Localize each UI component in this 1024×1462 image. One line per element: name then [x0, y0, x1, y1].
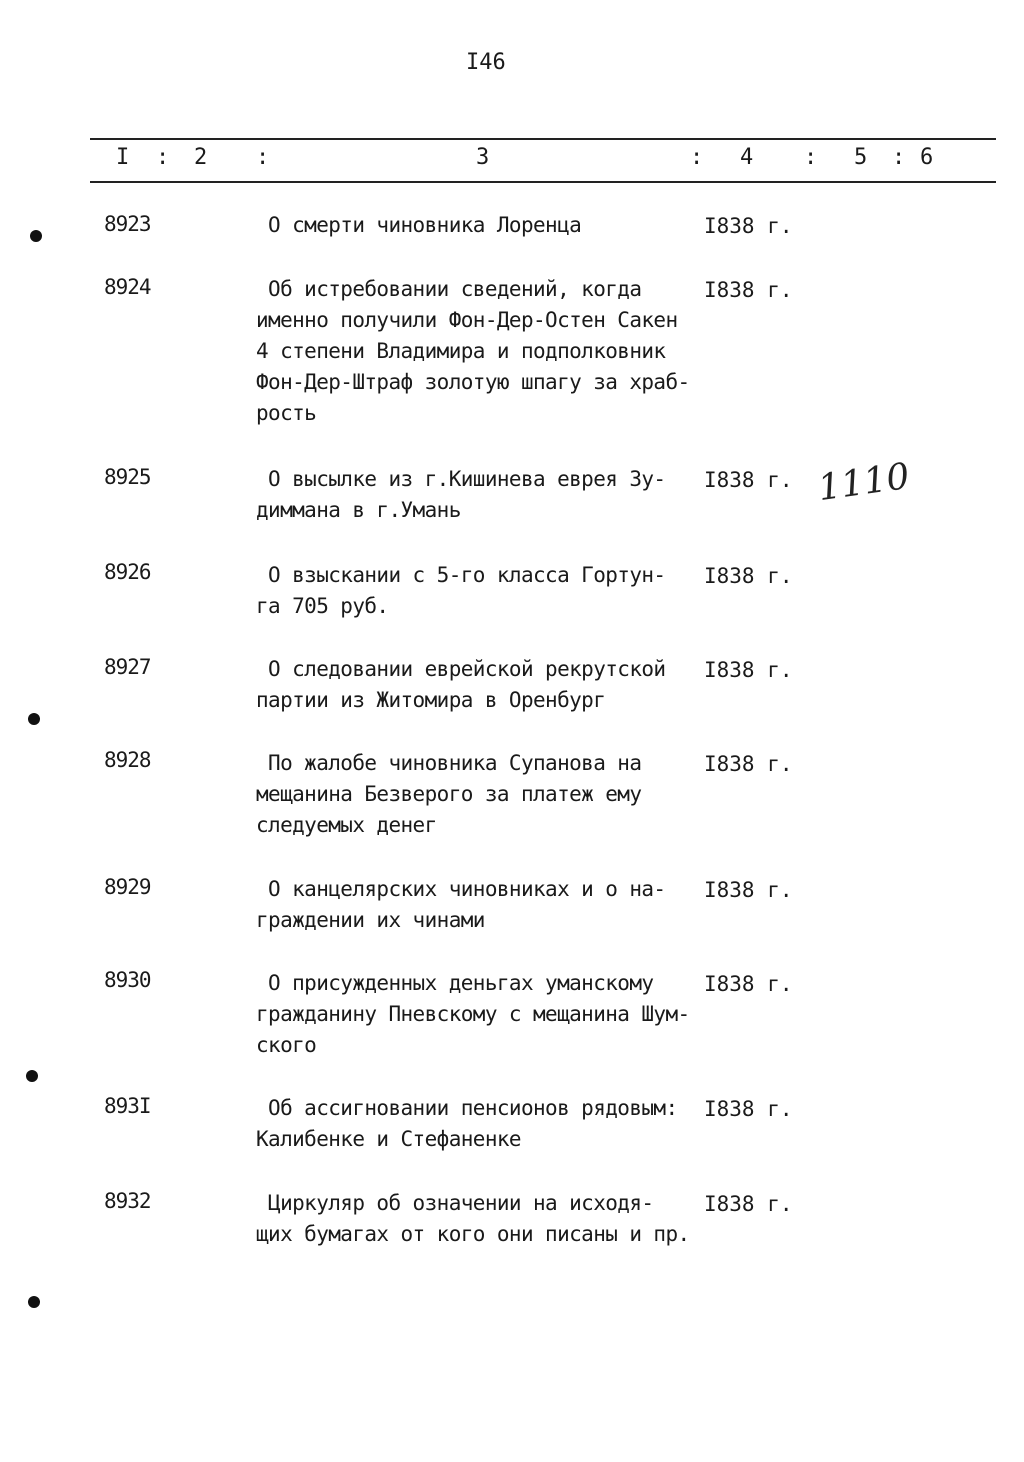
column-header-3: 3: [476, 145, 490, 170]
entry-description: О следовании еврейской рекрутской партии из Житомира в Оренбург: [256, 657, 666, 712]
entry-description: Циркуляр об означении на исходя- щих бумагах от кого они писаны и пр.: [256, 1191, 690, 1246]
column-header-1: I: [116, 145, 130, 170]
binder-hole: [28, 713, 40, 725]
entry-description: О взыскании с 5-го класса Гортун- га 705 руб.: [256, 563, 666, 618]
header-bottom-rule: [90, 181, 996, 183]
entry-description: О высылке из г.Кишинева еврея Зу- диммана в г.Умань: [256, 467, 666, 522]
handwritten-note: 1110: [815, 455, 913, 510]
column-header-4: 4: [740, 145, 754, 170]
entry-description: О канцелярских чиновниках и о на- граждении их чинами: [256, 877, 666, 932]
entry-description: О присужденных деньгах уманскому гражданину Пневскому с мещанина Шум- ского: [256, 971, 690, 1057]
column-separator: :: [804, 145, 818, 170]
entry-year: I838 г.: [704, 972, 793, 996]
entry-number: 8928: [104, 748, 151, 772]
entry-year: I838 г.: [704, 878, 793, 902]
entry-year: I838 г.: [704, 468, 793, 492]
entry-number: 8929: [104, 875, 151, 899]
column-header-6: 6: [920, 145, 934, 170]
entry-number: 8930: [104, 968, 151, 992]
entry-number: 8925: [104, 465, 151, 489]
entry-year: I838 г.: [704, 278, 793, 302]
binder-hole: [30, 230, 42, 242]
entry-year: I838 г.: [704, 658, 793, 682]
column-separator: :: [256, 145, 270, 170]
binder-hole: [26, 1070, 38, 1082]
entry-number: 893I: [104, 1094, 151, 1118]
entry-description: О смерти чиновника Лоренца: [256, 213, 582, 237]
entry-description: Об истребовании сведений, когда именно получили Фон-Дер-Остен Сакен 4 степени Владимира и подполковник Фон-Дер-Штраф золотую шпагу за храб- рость: [256, 277, 690, 425]
column-header-5: 5: [854, 145, 868, 170]
entry-year: I838 г.: [704, 752, 793, 776]
entry-number: 8924: [104, 275, 151, 299]
entry-description: Об ассигновании пенсионов рядовым: Калибенке и Стефаненке: [256, 1096, 678, 1151]
entry-number: 8932: [104, 1189, 151, 1213]
column-header-2: 2: [194, 145, 208, 170]
entry-description: По жалобе чиновника Супанова на мещанина Безверого за платеж ему следуемых денег: [256, 751, 642, 837]
entry-year: I838 г.: [704, 1192, 793, 1216]
column-separator: :: [156, 145, 170, 170]
column-separator: :: [892, 145, 906, 170]
entry-number: 8926: [104, 560, 151, 584]
entry-number: 8923: [104, 212, 151, 236]
entry-year: I838 г.: [704, 214, 793, 238]
entry-year: I838 г.: [704, 1097, 793, 1121]
column-separator: :: [690, 145, 704, 170]
entry-number: 8927: [104, 655, 151, 679]
entry-year: I838 г.: [704, 564, 793, 588]
binder-hole: [28, 1296, 40, 1308]
page-number: I46: [466, 50, 506, 75]
header-top-rule: [90, 138, 996, 140]
